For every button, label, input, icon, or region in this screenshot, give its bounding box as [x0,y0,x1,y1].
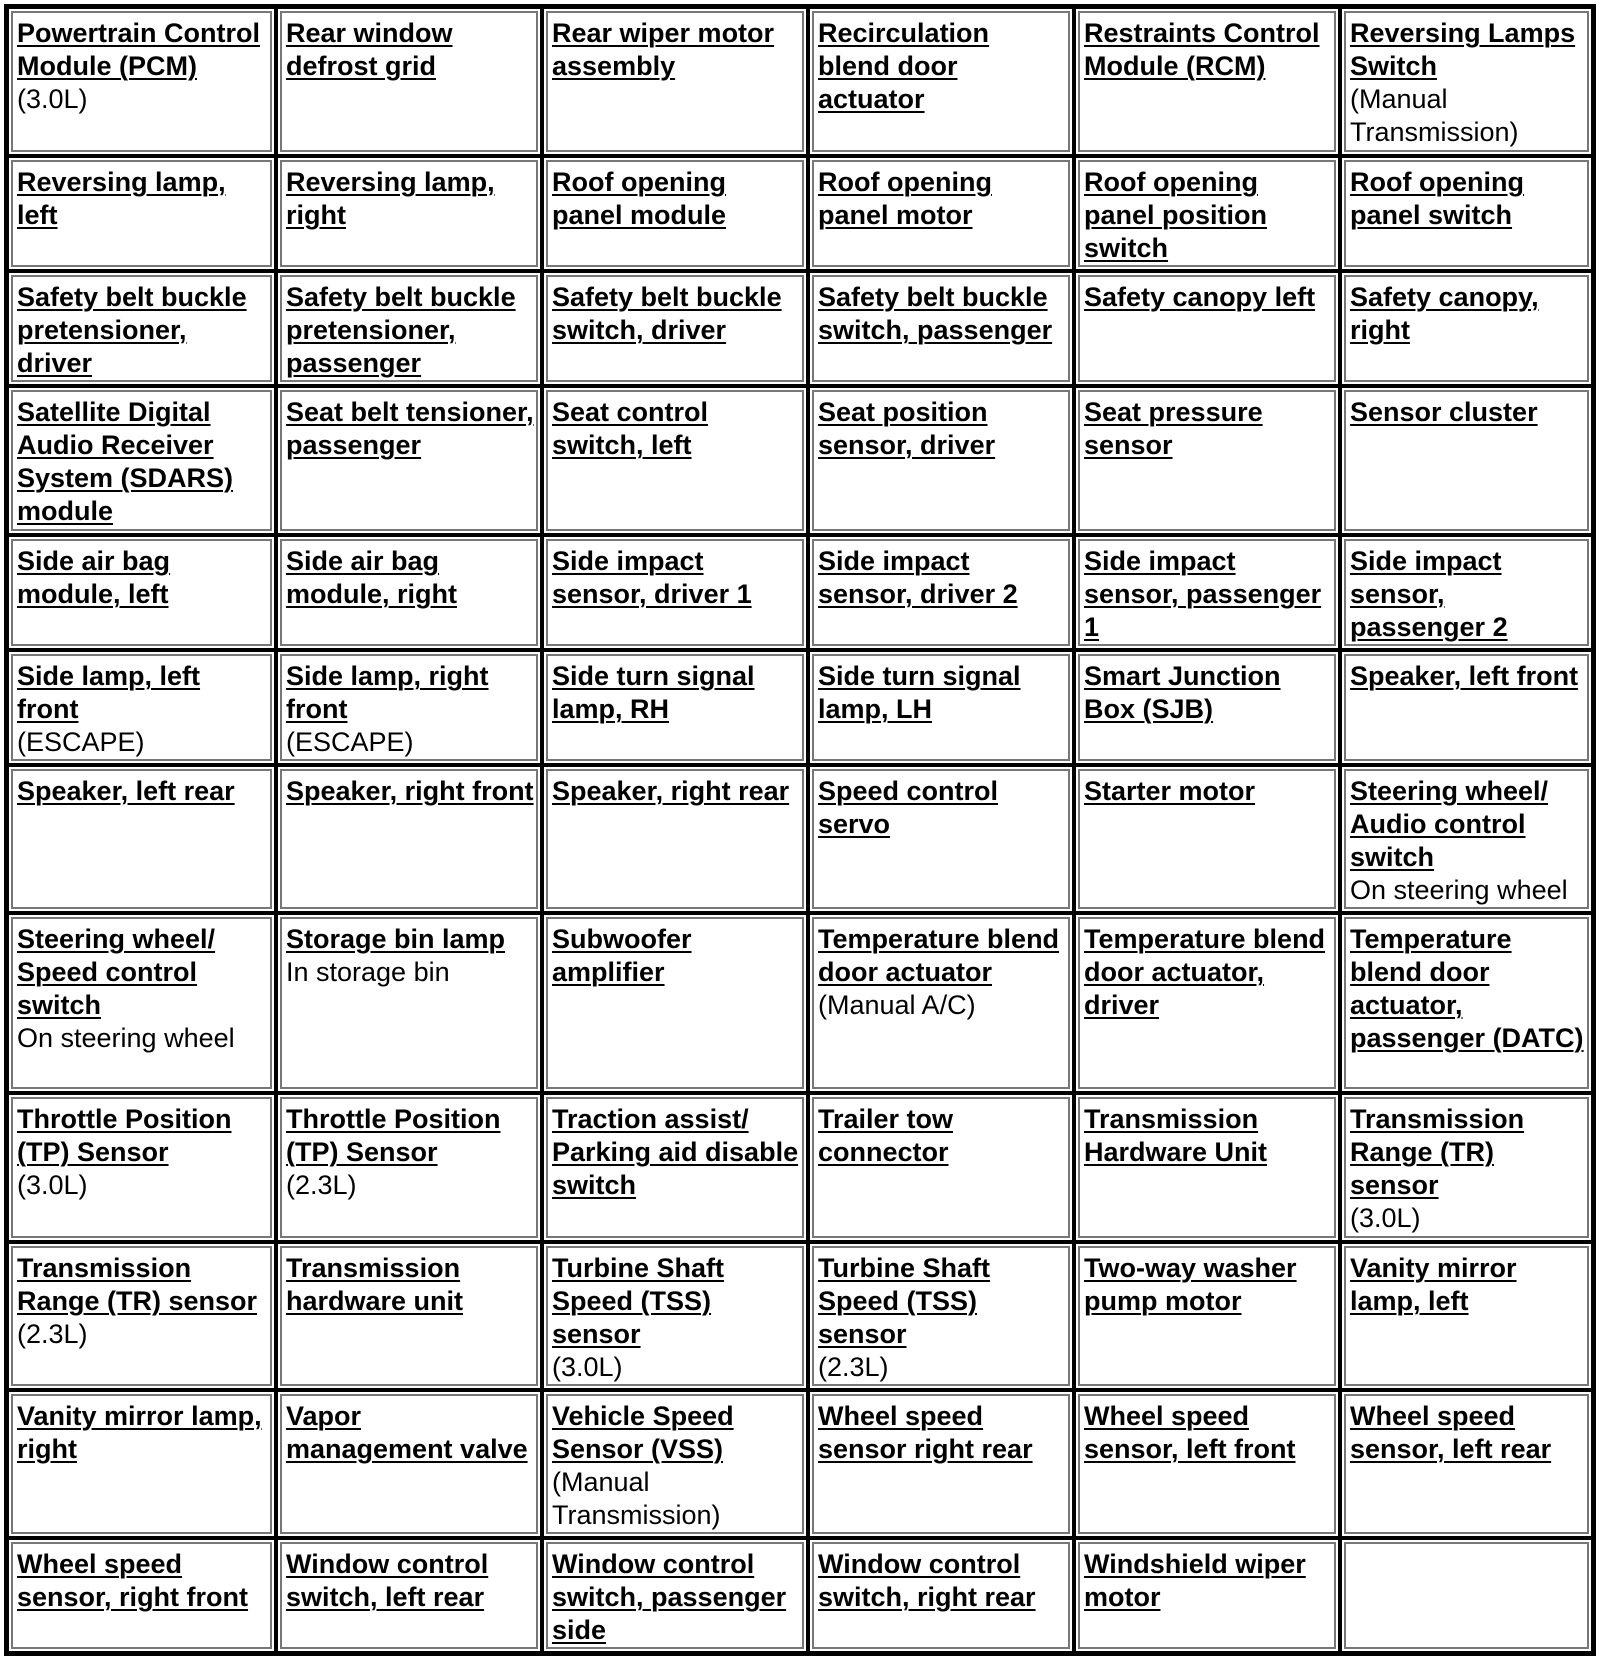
table-cell [808,7,1074,156]
table-cell [1074,1390,1340,1538]
table-cell [1074,535,1340,650]
component-link[interactable]: Window control switch, right rear [818,1549,1036,1612]
component-link[interactable]: Reversing lamp, left [17,167,226,230]
table-row [7,650,1593,765]
table-cell [276,913,542,1093]
table-row [7,156,1593,271]
component-location-note: (2.3L) [286,1170,357,1200]
table-cell [808,1538,1074,1653]
component-link[interactable]: Side air bag module, right [286,546,457,609]
table-cell [542,1390,808,1538]
component-location-note: (Manual Transmission) [1350,84,1519,147]
table-cell [542,535,808,650]
table-cell [7,535,276,650]
table-cell [1074,1093,1340,1242]
component-link[interactable]: Powertrain Control Module (PCM) [17,18,261,81]
table-cell [808,1242,1074,1390]
table-cell [1340,156,1593,271]
component-link[interactable]: Wheel speed sensor, left front [1084,1401,1296,1464]
page [4,4,1596,1656]
table-cell [7,765,276,913]
table-row [7,7,1593,156]
component-link[interactable]: Rear wiper motor assembly [552,18,775,81]
component-link[interactable]: Speaker, right front [286,776,534,806]
component-link[interactable]: Speaker, right rear [552,776,790,806]
component-link[interactable]: Safety canopy left [1084,282,1316,312]
component-location-note: (Manual A/C) [818,990,976,1020]
table-cell [7,913,276,1093]
component-link[interactable]: Roof opening panel switch [1350,167,1524,230]
table-cell [542,650,808,765]
component-link[interactable]: Roof opening panel motor [818,167,992,230]
table-cell [7,386,276,535]
component-link[interactable]: Subwoofer amplifier [552,924,692,987]
table-cell [542,1093,808,1242]
component-location-note: (3.0L) [552,1352,623,1382]
component-link[interactable]: Wheel speed sensor right rear [818,1401,1033,1464]
table-cell [808,765,1074,913]
table-cell [7,156,276,271]
component-location-note: (ESCAPE) [286,727,414,757]
table-cell [1340,1242,1593,1390]
component-link[interactable]: Window control switch, left rear [286,1549,489,1612]
component-link[interactable]: Side air bag module, left [17,546,171,609]
component-link[interactable]: Vehicle Speed Sensor (VSS) [552,1401,734,1464]
table-cell [1340,386,1593,535]
component-link[interactable]: Vanity mirror lamp, right [17,1401,262,1464]
component-link[interactable]: Speaker, left rear [17,776,235,806]
component-link[interactable]: Window control switch, passenger side [552,1549,787,1645]
table-cell [808,386,1074,535]
component-link[interactable]: Rear window defrost grid [286,18,453,81]
table-cell [276,1538,542,1653]
table-cell [542,156,808,271]
component-link[interactable]: Seat control switch, left [552,397,709,460]
table-cell [808,1093,1074,1242]
component-link[interactable]: Safety canopy, right [1350,282,1539,345]
component-link[interactable]: Sensor cluster [1350,397,1538,427]
table-cell [7,7,276,156]
table-cell [7,1093,276,1242]
component-link[interactable]: Throttle Position (TP) Sensor [17,1104,232,1167]
table-row [7,765,1593,913]
table-cell [276,1093,542,1242]
component-index-table [4,4,1596,1656]
table-row [7,386,1593,535]
component-link[interactable]: Safety belt buckle pretensioner, driver [17,282,247,378]
component-link[interactable]: Turbine Shaft Speed (TSS) sensor [818,1253,990,1349]
component-location-note: On steering wheel [1350,875,1568,905]
component-link[interactable]: Roof opening panel module [552,167,727,230]
table-cell [7,271,276,386]
table-cell [808,650,1074,765]
component-link[interactable]: Side impact sensor, passenger 2 [1350,546,1508,642]
table-row [7,271,1593,386]
table-cell [542,271,808,386]
component-link[interactable]: Transmission Range (TR) sensor [1350,1104,1525,1200]
component-link[interactable]: Storage bin lamp [286,924,506,954]
component-link[interactable]: Recirculation blend door actuator [818,18,990,114]
component-link[interactable]: Steering wheel/ Speed control switch [17,924,216,1020]
component-link[interactable]: Seat pressure sensor [1084,397,1263,460]
table-cell [542,7,808,156]
table-cell [542,1242,808,1390]
component-link[interactable]: Trailer tow connector [818,1104,954,1167]
component-link[interactable]: Speaker, left front [1350,661,1579,691]
component-link[interactable]: Satellite Digital Audio Receiver System (SDARS) module [17,397,234,526]
component-link[interactable]: Two-way washer pump motor [1084,1253,1297,1316]
component-link[interactable]: Temperature blend door actuator, passenger (DATC) [1350,924,1584,1053]
table-body [7,7,1593,1653]
table-cell [1340,913,1593,1093]
table-cell [1074,765,1340,913]
table-cell [276,7,542,156]
component-link[interactable]: Vapor management valve [286,1401,528,1464]
table-cell [276,271,542,386]
table-cell [7,1390,276,1538]
component-location-note: (3.0L) [17,84,88,114]
component-link[interactable]: Side lamp, right front [286,661,489,724]
table-row [7,913,1593,1093]
table-row [7,1242,1593,1390]
component-link[interactable]: Smart Junction Box (SJB) [1084,661,1281,724]
component-link[interactable]: Starter motor [1084,776,1256,806]
component-link[interactable]: Turbine Shaft Speed (TSS) sensor [552,1253,724,1349]
component-location-note: (3.0L) [1350,1203,1421,1233]
table-cell [1340,7,1593,156]
table-cell [1074,386,1340,535]
component-link[interactable]: Transmission Hardware Unit [1084,1104,1268,1167]
table-row [7,535,1593,650]
component-link[interactable]: Transmission Range (TR) sensor [17,1253,258,1316]
component-link[interactable]: Side lamp, left front [17,661,201,724]
component-link[interactable]: Restraints Control Module (RCM) [1084,18,1320,81]
table-cell [1074,156,1340,271]
table-cell [542,1538,808,1653]
table-cell [1074,1538,1340,1653]
component-location-note: On steering wheel [17,1023,235,1053]
table-cell [276,650,542,765]
component-location-note: (2.3L) [818,1352,889,1382]
component-link[interactable]: Transmission hardware unit [286,1253,464,1316]
table-cell [1340,1390,1593,1538]
table-cell [276,1242,542,1390]
table-cell [1074,650,1340,765]
component-location-note: (Manual Transmission) [552,1467,721,1530]
table-row [7,1538,1593,1653]
component-link[interactable]: Side impact sensor, passenger 1 [1084,546,1322,642]
table-cell [276,765,542,913]
table-cell [276,156,542,271]
table-cell [7,650,276,765]
component-link[interactable]: Reversing lamp, right [286,167,495,230]
table-cell [7,1538,276,1653]
table-cell [808,271,1074,386]
component-location-note: In storage bin [286,957,450,987]
table-cell [808,1390,1074,1538]
table-cell [1340,1538,1593,1653]
table-cell [1340,271,1593,386]
component-location-note: (2.3L) [17,1319,88,1349]
component-location-note: (3.0L) [17,1170,88,1200]
component-link[interactable]: Safety belt buckle switch, passenger [818,282,1053,345]
component-link[interactable]: Wheel speed sensor, right front [17,1549,249,1612]
component-link[interactable]: Roof opening panel position switch [1084,167,1268,263]
component-link[interactable]: Throttle Position (TP) Sensor [286,1104,501,1167]
table-cell [1340,765,1593,913]
table-cell [542,913,808,1093]
table-cell [1074,1242,1340,1390]
component-location-note: (ESCAPE) [17,727,145,757]
component-link[interactable]: Temperature blend door actuator, driver [1084,924,1326,1020]
table-cell [7,1242,276,1390]
component-link[interactable]: Side impact sensor, driver 2 [818,546,1018,609]
component-link[interactable]: Traction assist/ Parking aid disable switch [552,1104,799,1200]
table-cell [1340,650,1593,765]
component-link[interactable]: Safety belt buckle switch, driver [552,282,782,345]
table-cell [276,1390,542,1538]
component-link[interactable]: Windshield wiper motor [1084,1549,1306,1612]
table-cell [542,386,808,535]
table-cell [808,156,1074,271]
component-link[interactable]: Seat position sensor, driver [818,397,996,460]
component-link[interactable]: Vanity mirror lamp, left [1350,1253,1517,1316]
table-cell [1074,913,1340,1093]
component-link[interactable]: Steering wheel/ Audio control switch [1350,776,1549,872]
table-cell [1340,1093,1593,1242]
table-cell [808,913,1074,1093]
table-row [7,1093,1593,1242]
table-cell [276,386,542,535]
component-link[interactable]: Side impact sensor, driver 1 [552,546,752,609]
table-row [7,1390,1593,1538]
component-link[interactable]: Wheel speed sensor, left rear [1350,1401,1552,1464]
component-link[interactable]: Reversing Lamps Switch [1350,18,1576,81]
component-link[interactable]: Safety belt buckle pretensioner, passenger [286,282,516,378]
table-cell [808,535,1074,650]
table-cell [1074,271,1340,386]
table-cell [542,765,808,913]
component-link[interactable]: Seat belt tensioner, passenger [286,397,534,460]
table-cell [276,535,542,650]
component-link[interactable]: Temperature blend door actuator [818,924,1060,987]
table-cell [1074,7,1340,156]
table-cell [1340,535,1593,650]
component-link[interactable]: Side turn signal lamp, LH [818,661,1021,724]
component-link[interactable]: Speed control servo [818,776,999,839]
component-link[interactable]: Side turn signal lamp, RH [552,661,755,724]
